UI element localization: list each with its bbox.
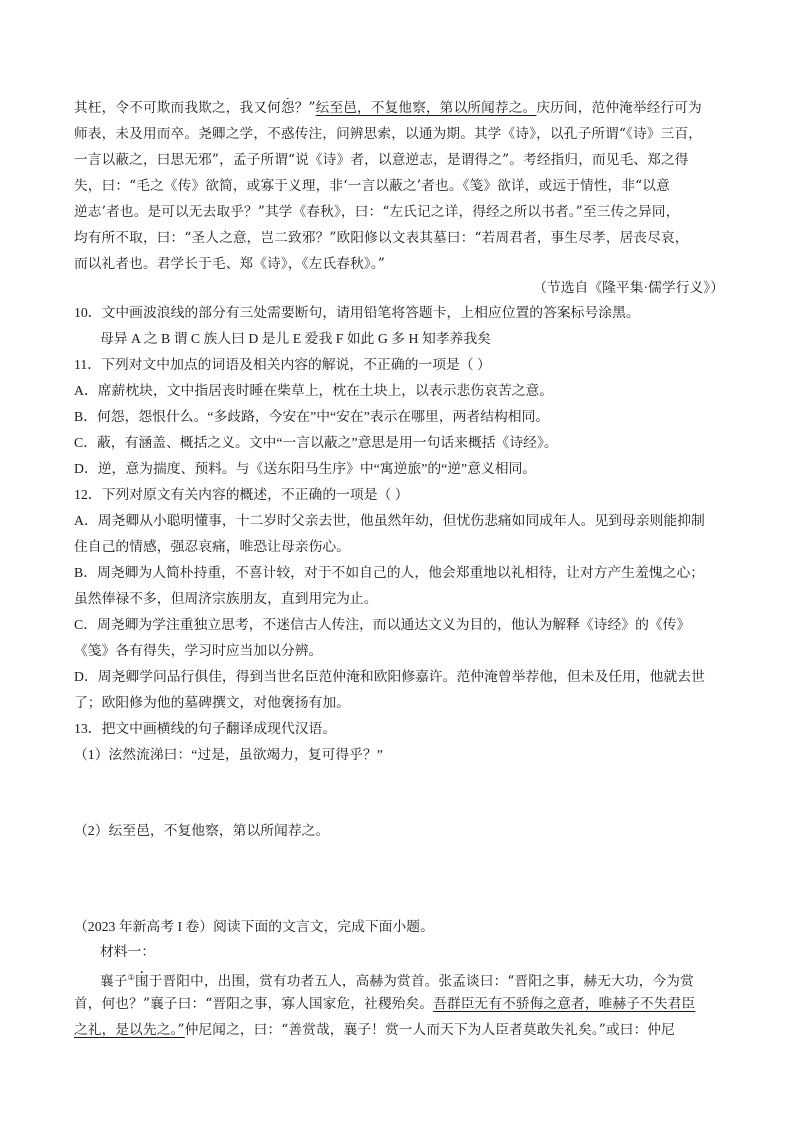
question-12-stem: 12．下列对原文有关内容的概述，不正确的一项是（ ） [74, 487, 409, 502]
passage-line: 而以礼者也。君学长于毛、郑《诗》，《左氏春秋》。” [74, 256, 385, 272]
dotted-word: 怨 [280, 100, 295, 116]
passage-line: 一言以蔽之，曰思无邪”，孟子所谓“说《诗》者，以意逆志，是谓得之”。考经指归，而见毛、郑之得 [74, 152, 689, 168]
material-line: 首，何也？”襄子曰：“晋阳之事，寡人国家危，社稷殆矣。吾群臣无有不骄侮之意者，唯赫子不失君臣 [74, 996, 696, 1012]
question-12-option-c: C．周尧卿为学注重独立思考，不迷信古人传注，而以通达文义为目的，他认为解释《诗经》的《传》 [74, 617, 691, 632]
question-13-sentence-2: （2）纭至邑，不复他察，第以所闻荐之。 [74, 823, 330, 838]
question-12-option-a: A．周尧卿从小聪明懂事，十二岁时父亲去世，他虽然年幼，但忧伤悲痛如同成年人。见到母亲则能抑制 [74, 513, 705, 528]
question-12-option-d-cont: 了；欧阳修为他的墓碑撰文，对他褒扬有加。 [74, 695, 350, 710]
passage-source: （节选自《隆平集·儒学行义》） [533, 280, 724, 295]
material-line: 之礼，是以先之。”仲尼闻之，曰：“善赏哉，襄子！赏一人而天下为人臣者莫敢失礼矣。”或曰：仲尼 [74, 1022, 675, 1038]
underlined-sentence: 之礼，是以先之。” [74, 1022, 185, 1038]
underlined-sentence-2: 纭至邑，不复他察，第以所闻荐之。 [315, 100, 537, 116]
passage-line: 师表，未及用而卒。尧卿之学，不惑传注，问辨思索，以通为期。其学《诗》，以孔子所谓“《诗》三百， [74, 126, 703, 142]
passage-line: 均有所不取，曰：“圣人之意，岂二致邪？”欧阳修以文表其墓曰：“若周君者，事生尽孝，居丧尽哀， [74, 230, 689, 246]
question-11-stem: 11．下列对文中加点的词语及相关内容的解说，不正确的一项是（ ） [74, 357, 491, 372]
question-10-options: 母异 A 之 B 谓 C 族人曰 D 是儿 E 爱我 F 如此 G 多 H 知孝养我矣 [100, 331, 491, 346]
question-13-stem: 13．把文中画横线的句子翻译成现代汉语。 [74, 721, 337, 736]
passage-line: 其枉，令不可欺而我欺之，我又何怨？”纭至邑，不复他察，第以所闻荐之。庆历间，范仲淹举经行可为 [74, 100, 702, 116]
underlined-sentence: 吾群臣无有不骄侮之意者，唯赫子不失君臣 [433, 996, 696, 1012]
question-10-stem: 10．文中画波浪线的部分有三处需要断句，请用铅笔将答题卡，上相应位置的答案标号涂黑。 [74, 305, 640, 320]
material-label: 材料一： [100, 944, 156, 959]
next-section-intro: （2023 年新高考 I 卷）阅读下面的文言文，完成下面小题。 [74, 919, 434, 934]
passage-line: 逆志’者也。是可以无去取乎？”其学《春秋》，曰：“左氏记之详，得经之所以书者。”至三传之异同， [74, 204, 680, 220]
passage-line: 失，曰：“毛之《传》欲简，或寡于义理，非‘一言以蔽之’者也。《笺》欲详，或远于情性，非“以意 [74, 178, 670, 194]
question-11-option-a: A．席薪枕块，文中指居丧时睡在柴草上，枕在土块上，以表示悲伤哀苦之意。 [74, 383, 554, 398]
question-12-option-a-cont: 住自己的情感，强忍哀痛，唯恐让母亲伤心。 [74, 539, 350, 554]
question-12-option-b: B．周尧卿为人简朴持重，不喜计较，对于不如自己的人，他会郑重地以礼相待，让对方产生羞愧之心； [74, 565, 705, 580]
material-line: 襄子①围于晋阳中，出围，赏有功者五人，高赫为赏首。张孟谈曰：“晋阳之事，赫无大功，今为赏 [100, 973, 694, 990]
footnote-marker: ① [127, 973, 135, 982]
question-11-option-d: D．逆，意为揣度、预料。与《送东阳马生序》中“寓逆旅”的“逆”意义相同。 [74, 461, 537, 476]
question-11-option-b: B．何怨，怨恨什么。“多歧路，今安在”中“安在”表示在哪里，两者结构相同。 [74, 409, 550, 424]
question-12-option-d: D．周尧卿学问品行俱佳，得到当世名臣范仲淹和欧阳修嘉许。范仲淹曾举荐他，但未及任用，他就去世 [74, 669, 705, 684]
question-13-sentence-1: （1）泫然流涕曰：“过是，虽欲竭力，复可得乎？” [74, 747, 383, 762]
dotted-word: 围 [134, 973, 149, 990]
question-12-option-b-cont: 虽然俸禄不多，但周济宗族朋友，直到用完为止。 [74, 591, 378, 606]
question-11-option-c: C．蔽，有涵盖、概括之义。文中“一言以蔽之”意思是用一句话来概括《诗经》。 [74, 435, 558, 450]
question-12-option-c-cont: 《笺》各有得失，学习时应当加以分辨。 [74, 643, 323, 658]
